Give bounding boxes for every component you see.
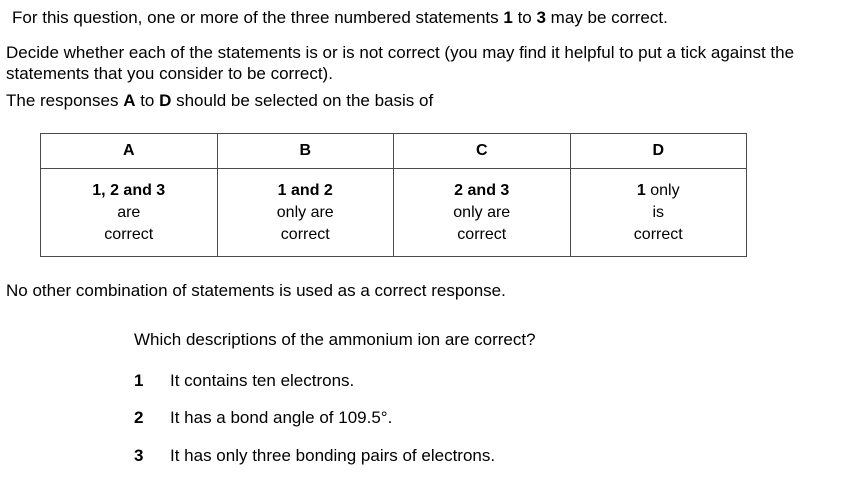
cell-line — [571, 180, 747, 202]
response-header-d: D — [570, 134, 747, 169]
instruction-line-2: Decide whether each of the statements is or is not correct (you may find it helpful to put a tick against the statements that you consider to be correct). — [6, 43, 795, 83]
no-other-combination-note: No other combination of statements is used as a correct response. — [6, 281, 506, 300]
response-header-a: A — [41, 134, 218, 169]
instruction-line-1 — [12, 8, 668, 28]
cell-line: only are — [453, 203, 511, 221]
response-key-table — [40, 133, 747, 257]
response-cell-c — [394, 169, 571, 257]
statement-text: It has only three bonding pairs of electrons. — [170, 446, 496, 465]
cell-line: only are — [276, 203, 334, 221]
question-stem: Which descriptions of the ammonium ion are correct? — [134, 330, 536, 349]
cell-line: correct — [457, 225, 507, 243]
response-header-b: B — [217, 134, 394, 169]
response-cell-b — [217, 169, 394, 257]
cell-line: is — [652, 203, 665, 221]
statement-number: 2 — [134, 408, 144, 427]
response-letter-ref: A — [123, 91, 136, 110]
instruction-text: to — [135, 91, 160, 110]
response-key-body-row — [41, 169, 747, 257]
cell-line: correct — [280, 225, 330, 243]
instruction-text: may be correct. — [545, 8, 668, 27]
statement-number-ref: 1 — [503, 8, 513, 27]
statement-number-ref: 3 — [536, 8, 546, 27]
statement-text: It has a bond angle of 109.5°. — [170, 408, 393, 427]
instruction-text: should be selected on the basis of — [171, 91, 434, 110]
response-cell-d — [570, 169, 747, 257]
response-cell-a — [41, 169, 218, 257]
instruction-line-3 — [6, 91, 433, 111]
response-letter-ref: D — [159, 91, 172, 110]
cell-line: 1 and 2 — [277, 181, 333, 199]
instruction-text: to — [512, 8, 537, 27]
cell-line: 1, 2 and 3 — [92, 181, 166, 199]
cell-line-bold: 1 — [636, 181, 646, 199]
response-key-header-row — [41, 134, 747, 169]
cell-line: are — [117, 203, 141, 221]
instruction-text: The responses — [6, 91, 124, 110]
cell-line: correct — [104, 225, 154, 243]
response-header-c: C — [394, 134, 571, 169]
cell-line: correct — [633, 225, 683, 243]
statement-number: 3 — [134, 446, 144, 465]
cell-line: 2 and 3 — [454, 181, 510, 199]
statement-number: 1 — [134, 371, 144, 390]
statement-text: It contains ten electrons. — [170, 371, 355, 390]
instruction-text: For this question, one or more of the three numbered statements — [12, 8, 504, 27]
cell-line-rest: only — [645, 181, 680, 199]
